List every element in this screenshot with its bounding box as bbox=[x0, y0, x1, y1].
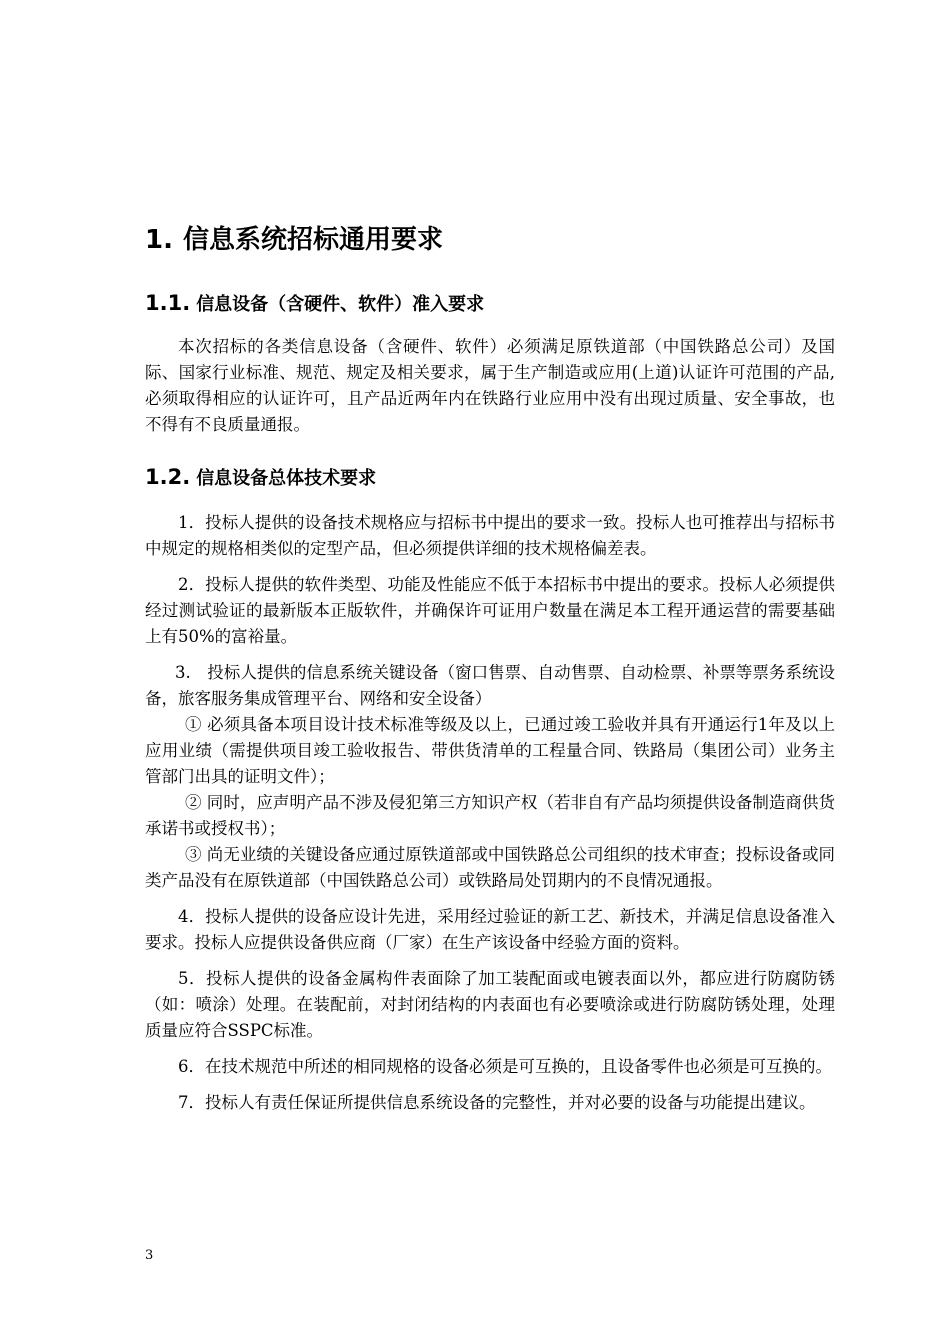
requirement-item-5: 5．投标人提供的设备金属构件表面除了加工装配面或电镀表面以外，都应进行防腐防锈（如：喷涂）处理。在装配前，对封闭结构的内表面也有必要喷涂或进行防腐防锈处理，处理质量应符合SSPC标准。 bbox=[145, 969, 835, 1040]
requirement-item-1: 1．投标人提供的设备技术规格应与招标书中提出的要求一致。投标人也可推荐出与招标书中规定的规格相类似的定型产品，但必须提供详细的技术规格偏差表。 bbox=[145, 513, 835, 558]
heading-1 bbox=[145, 222, 835, 258]
requirement-item-4: 4．投标人提供的设备应设计先进，采用经过验证的新工艺、新技术，并满足信息设备准入要求。投标人应提供设备供应商（厂家）在生产该设备中经验方面的资料。 bbox=[145, 907, 835, 952]
page-content bbox=[145, 222, 835, 1116]
requirement-item-6: 6．在技术规范中所述的相同规格的设备必须是可互换的，且设备零件也必须是可互换的。 bbox=[178, 1057, 832, 1076]
heading-1-2-title: 信息设备总体技术要求 bbox=[196, 468, 377, 489]
requirement-item-3-sub-2: ② 同时，应声明产品不涉及侵犯第三方知识产权（若非自有产品均须提供设备制造商供货承诺书或授权书）； bbox=[145, 793, 835, 838]
requirement-item-3-sub-3: ③ 尚无业绩的关键设备应通过原铁道部或中国铁路总公司组织的技术审查；投标设备或同类产品没有在原铁道部（中国铁路总公司）或铁路局处罚期内的不良情况通报。 bbox=[145, 845, 835, 890]
section-1-1-paragraph: 本次招标的各类信息设备（含硬件、软件）必须满足原铁道部（中国铁路总公司）及国际、国家行业标准、规范、规定及相关要求，属于生产制造或应用(上道)认证许可范围的产品,必须取得相应的认证许可，且产品近两年内在铁路行业应用中没有出现过质量、安全事故，也不得有不良质量通报。 bbox=[145, 337, 835, 434]
heading-1-1-title: 信息设备（含硬件、软件）准入要求 bbox=[196, 294, 485, 315]
heading-1-2-number: 1.2. bbox=[145, 465, 191, 489]
requirement-item-3: 3. 投标人提供的信息系统关键设备（窗口售票、自动售票、自动检票、补票等票务系统设备，旅客服务集成管理平台、网络和安全设备） bbox=[145, 663, 835, 708]
heading-1-title: 信息系统招标通用要求 bbox=[182, 225, 443, 255]
heading-1-number: 1. bbox=[145, 225, 173, 255]
heading-1-2 bbox=[145, 462, 835, 494]
page-number: 3 bbox=[145, 1248, 154, 1263]
heading-1-1 bbox=[145, 288, 835, 320]
heading-1-1-number: 1.1. bbox=[145, 291, 191, 315]
requirement-item-2: 2．投标人提供的软件类型、功能及性能应不低于本招标书中提出的要求。投标人必须提供经过测试验证的最新版本正版软件，并确保许可证用户数量在满足本工程开通运营的需要基础上有50%的富裕量。 bbox=[145, 575, 835, 646]
requirement-item-7: 7．投标人有责任保证所提供信息系统设备的完整性，并对必要的设备与功能提出建议。 bbox=[178, 1093, 816, 1112]
requirement-item-3-sub-1: ① 必须具备本项目设计技术标准等级及以上，已通过竣工验收并具有开通运行1年及以上应用业绩（需提供项目竣工验收报告、带供货清单的工程量合同、铁路局（集团公司）业务主管部门出具的证明文件）； bbox=[145, 715, 835, 786]
